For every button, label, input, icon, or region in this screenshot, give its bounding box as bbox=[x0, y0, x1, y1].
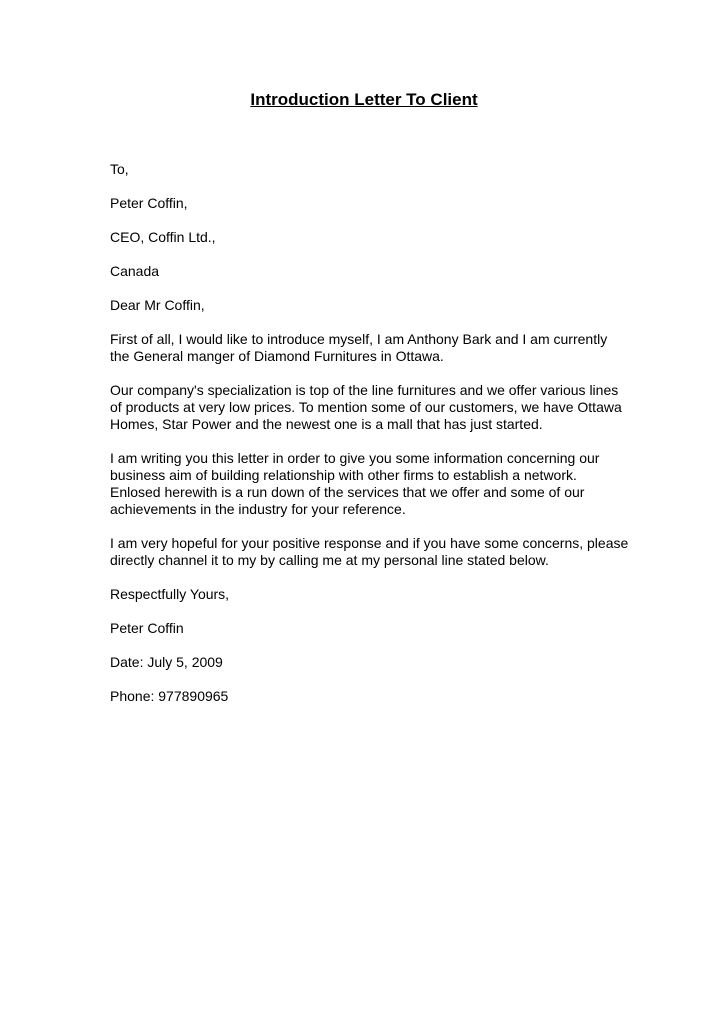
salutation: Dear Mr Coffin, bbox=[110, 297, 205, 313]
paragraph-company: Our company's specialization is top of the line furnitures and we offer various lines of products at very low prices. To mention some of our customers, we have Ottawa Homes, Star Power and the newest one is a mall that has just started. bbox=[110, 382, 622, 432]
letter-body bbox=[110, 161, 630, 722]
paragraph-intro: First of all, I would like to introduce myself, I am Anthony Bark and I am currently the General manger of Diamond Furnitures in Ottawa. bbox=[110, 331, 608, 364]
paragraph-purpose: I am writing you this letter in order to give you some information concerning our business aim of building relationship with other firms to establish a network. Enlosed herewith is a run down of the services that we offer and some of our achievements in the industry for your reference. bbox=[110, 450, 600, 517]
recipient-to: To, bbox=[110, 161, 129, 177]
letter-title: Introduction Letter To Client bbox=[250, 90, 478, 109]
letter-date: Date: July 5, 2009 bbox=[110, 654, 223, 670]
signature: Peter Coffin bbox=[110, 620, 184, 636]
recipient-position: CEO, Coffin Ltd., bbox=[110, 229, 216, 245]
recipient-country: Canada bbox=[110, 263, 160, 279]
recipient-name: Peter Coffin, bbox=[110, 195, 188, 211]
paragraph-closing-request: I am very hopeful for your positive response and if you have some concerns, please directly channel it to my by calling me at my personal line stated below. bbox=[110, 535, 629, 568]
closing: Respectfully Yours, bbox=[110, 586, 230, 602]
phone-number: Phone: 977890965 bbox=[110, 688, 229, 704]
